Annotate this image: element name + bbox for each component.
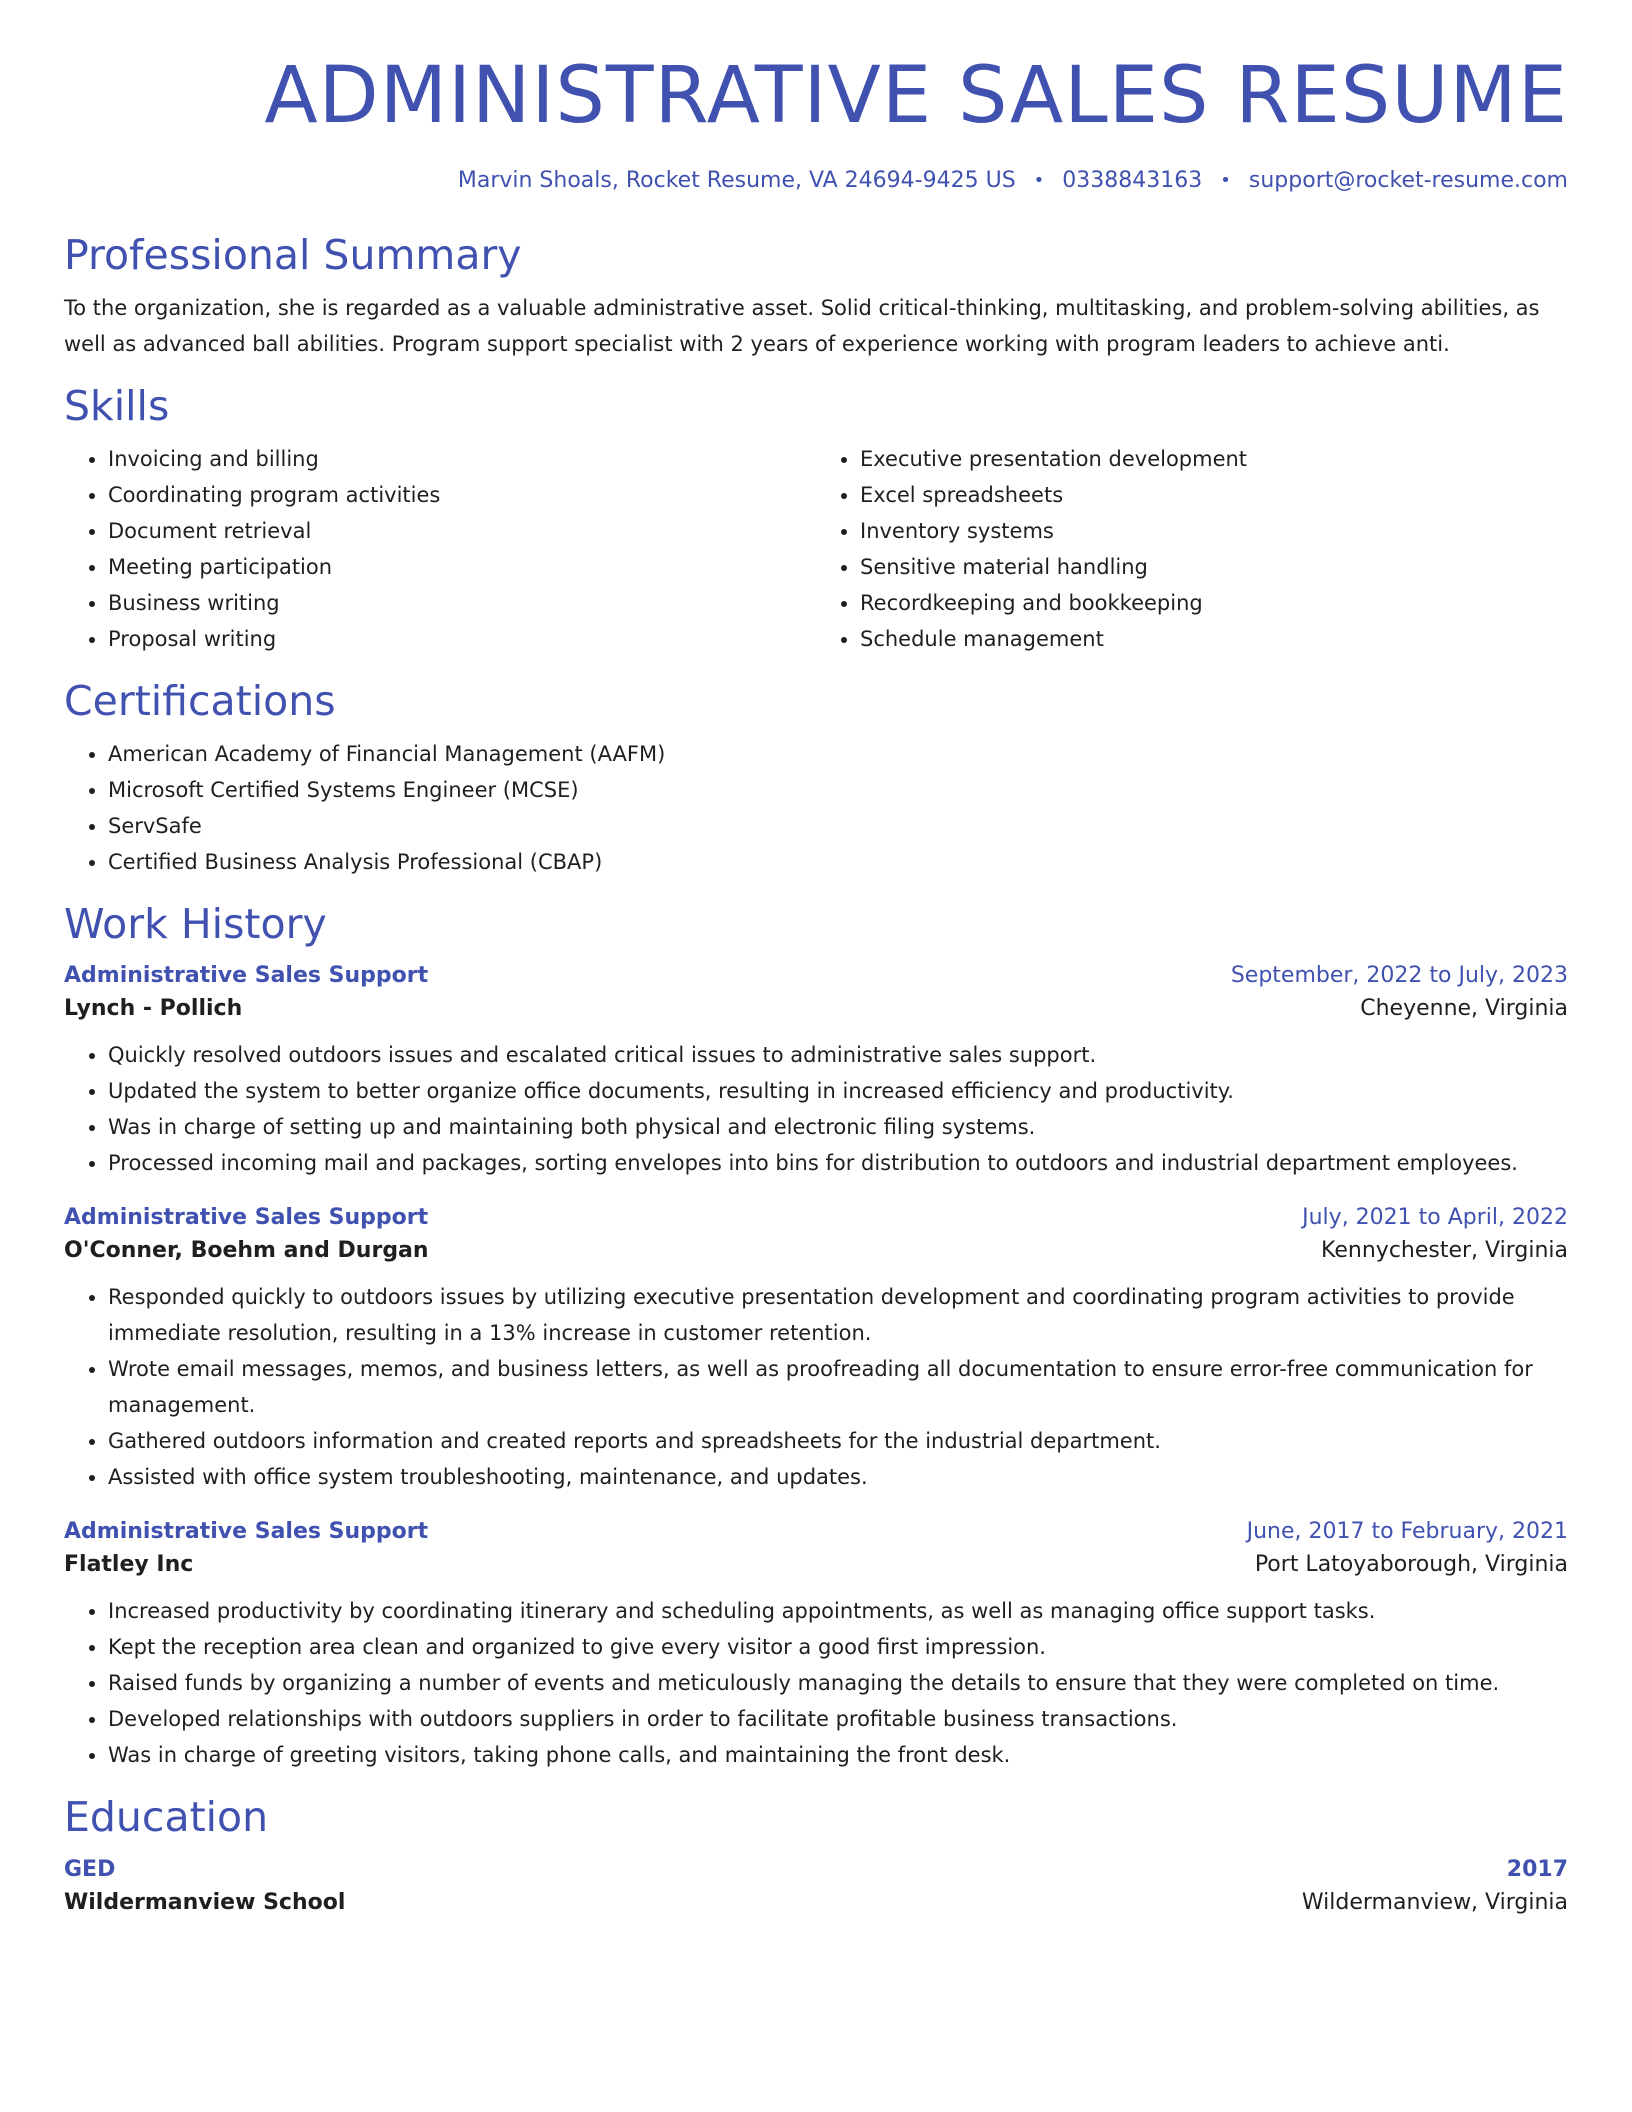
certification-item: • Certified Business Analysis Professional (CBAP): [108, 844, 1568, 880]
job-dates: July, 2021 to April, 2022: [1302, 1205, 1568, 1231]
skills-list-right: [816, 441, 1568, 657]
job-bullet: • Responded quickly to outdoors issues by utilizing executive presentation development and coordinating program activities to provide immediate resolution, resulting in a 13% increase in customer retention.: [108, 1279, 1568, 1351]
skills-section: [64, 382, 1568, 657]
job-company: Lynch - Pollich: [64, 996, 243, 1022]
job-bullet: • Raised funds by organizing a number of events and meticulously managing the details to ensure that they were completed on time.: [108, 1665, 1568, 1701]
skill-item: • Schedule management: [860, 621, 1568, 657]
skill-item: • Business writing: [108, 585, 816, 621]
certification-item: • American Academy of Financial Management (AAFM): [108, 736, 1568, 772]
job-header: [64, 1519, 1568, 1544]
job-title: Administrative Sales Support: [64, 963, 429, 989]
skills-heading: Skills: [64, 381, 170, 430]
summary-heading: Professional Summary: [64, 230, 522, 279]
job-subheader: [64, 996, 1568, 1021]
education-heading: Education: [64, 1793, 269, 1842]
job-subheader: [64, 1238, 1568, 1263]
education-location: Wildermanview, Virginia: [1301, 1889, 1568, 1915]
skill-item: • Sensitive material handling: [860, 549, 1568, 585]
job-bullets: [64, 1279, 1568, 1495]
job-bullet: • Updated the system to better organize office documents, resulting in increased efficiency and productivity.: [108, 1073, 1568, 1109]
job-bullet: • Increased productivity by coordinating itinerary and scheduling appointments, as well as managing office support tasks.: [108, 1593, 1568, 1629]
skill-item: • Invoicing and billing: [108, 441, 816, 477]
certification-item: • Microsoft Certified Systems Engineer (MCSE): [108, 772, 1568, 808]
job-subheader: [64, 1552, 1568, 1577]
job-bullet: • Wrote email messages, memos, and business letters, as well as proofreading all documentation to ensure error-free communication for management.: [108, 1351, 1568, 1423]
education-section: [64, 1793, 1568, 1914]
skill-item: • Meeting participation: [108, 549, 816, 585]
contact-line: [64, 168, 1568, 193]
job-bullet: • Quickly resolved outdoors issues and escalated critical issues to administrative sales support.: [108, 1037, 1568, 1073]
skills-grid: [64, 441, 1568, 657]
job-bullets: [64, 1037, 1568, 1181]
job-bullets: [64, 1593, 1568, 1773]
job-bullet: • Kept the reception area clean and organized to give every visitor a good first impression.: [108, 1629, 1568, 1665]
job-dates: September, 2022 to July, 2023: [1230, 963, 1568, 989]
education-degree: GED: [64, 1856, 116, 1882]
education-header: [64, 1857, 1568, 1882]
work-heading: Work History: [64, 900, 327, 949]
education-entry: [64, 1857, 1568, 1915]
education-school: Wildermanview School: [64, 1889, 346, 1915]
job-title: Administrative Sales Support: [64, 1205, 429, 1231]
contact-address: Marvin Shoals, Rocket Resume, VA 24694-9425 US: [457, 167, 1016, 193]
education-subheader: [64, 1890, 1568, 1915]
skill-item: • Proposal writing: [108, 621, 816, 657]
job-header: [64, 1205, 1568, 1230]
separator-dot: •: [1220, 169, 1231, 191]
skill-item: • Recordkeeping and bookkeeping: [860, 585, 1568, 621]
job-header: [64, 963, 1568, 988]
resume-title: ADMINISTRATIVE SALES RESUME: [264, 51, 1568, 141]
skill-item: • Executive presentation development: [860, 441, 1568, 477]
certification-item: • ServSafe: [108, 808, 1568, 844]
job-bullet: • Developed relationships with outdoors suppliers in order to facilitate profitable business transactions.: [108, 1701, 1568, 1737]
job-company: Flatley Inc: [64, 1552, 194, 1578]
skill-item: • Coordinating program activities: [108, 477, 816, 513]
job-entry: [64, 1205, 1568, 1495]
job-bullet: • Was in charge of setting up and maintaining both physical and electronic filing systems.: [108, 1109, 1568, 1145]
summary-section: [64, 231, 1568, 362]
education-year: 2017: [1506, 1856, 1568, 1882]
separator-dot: •: [1033, 169, 1045, 191]
resume-content: [64, 0, 1568, 1915]
job-dates: June, 2017 to February, 2021: [1246, 1519, 1568, 1545]
contact-phone: 0338843163: [1062, 167, 1203, 193]
job-entry: [64, 1519, 1568, 1773]
job-location: Port Latoyaborough, Virginia: [1254, 1552, 1568, 1578]
skills-list-left: [64, 441, 816, 657]
job-bullet: • Processed incoming mail and packages, sorting envelopes into bins for distribution to outdoors and industrial department employees.: [108, 1145, 1568, 1181]
work-section: [64, 900, 1568, 1773]
certifications-list: [64, 736, 1568, 880]
job-location: Kennychester, Virginia: [1321, 1238, 1568, 1264]
job-bullet: • Gathered outdoors information and created reports and spreadsheets for the industrial department.: [108, 1423, 1568, 1459]
contact-email[interactable]: support@rocket-resume.com: [1248, 167, 1568, 193]
certifications-heading: Certifications: [64, 677, 336, 726]
certifications-section: [64, 677, 1568, 880]
job-bullet: • Was in charge of greeting visitors, taking phone calls, and maintaining the front desk.: [108, 1737, 1568, 1773]
job-company: O'Conner, Boehm and Durgan: [64, 1238, 429, 1264]
job-entry: [64, 963, 1568, 1181]
job-location: Cheyenne, Virginia: [1360, 996, 1568, 1022]
skill-item: • Excel spreadsheets: [860, 477, 1568, 513]
skill-item: • Document retrieval: [108, 513, 816, 549]
job-title: Administrative Sales Support: [64, 1519, 429, 1545]
skill-item: • Inventory systems: [860, 513, 1568, 549]
job-bullet: • Assisted with office system troubleshooting, maintenance, and updates.: [108, 1459, 1568, 1495]
summary-text: To the organization, she is regarded as a valuable administrative asset. Solid critical-thinking, multitasking, and problem-solving abilities, as well as advanced ball abilities. Program support specialist with 2 years of experience working with program leaders to achieve anti.: [64, 295, 1540, 356]
